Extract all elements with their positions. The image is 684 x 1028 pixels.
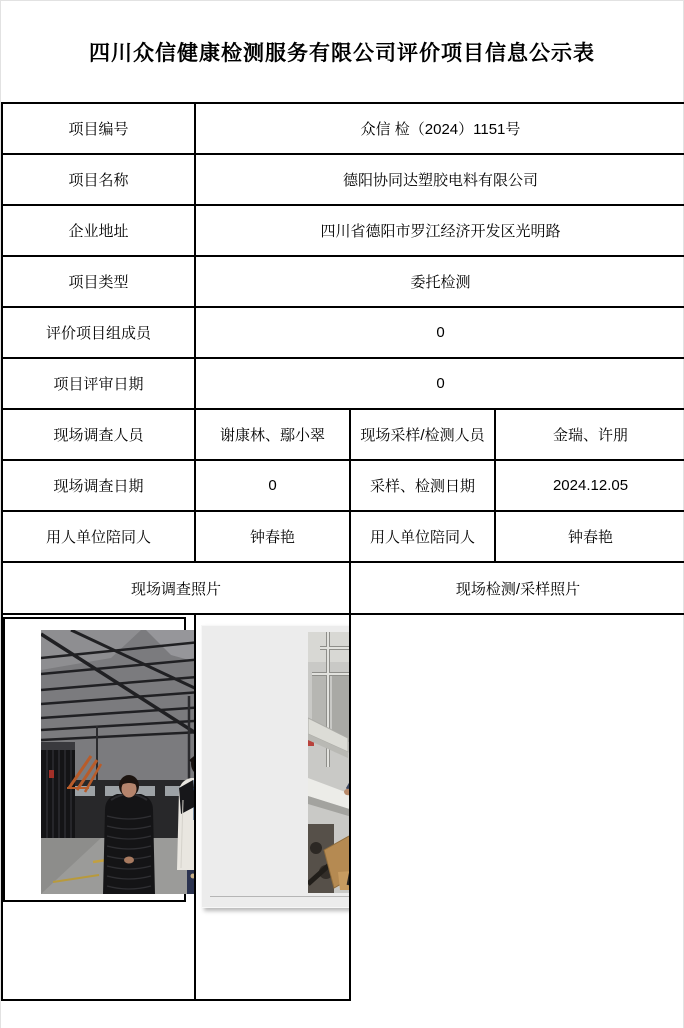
photo-cell-left xyxy=(2,614,195,1000)
project-info-table xyxy=(1,102,684,1001)
photo-cell-right xyxy=(195,614,350,1000)
table-row xyxy=(2,358,684,409)
photo-row xyxy=(2,614,684,1000)
field-value-cell: 四川省德阳市罗江经济开发区光明路 xyxy=(195,205,684,256)
table-row xyxy=(2,460,684,511)
table-row xyxy=(2,307,684,358)
field-label-cell: 现场调查人员 xyxy=(2,409,195,460)
table-row xyxy=(2,409,684,460)
field-value-cell: 金瑞、许朋 xyxy=(495,409,684,460)
field-value-cell: 谢康林、鄢小翠 xyxy=(195,409,350,460)
table-row xyxy=(2,103,684,154)
field-value-cell: 德阳协同达塑胶电料有限公司 xyxy=(195,154,684,205)
field-value-cell: 钟春艳 xyxy=(195,511,350,562)
field-value-cell: 0 xyxy=(195,358,684,409)
photo-header-right: 现场检测/采样照片 xyxy=(350,562,684,614)
field-label-cell: 现场采样/检测人员 xyxy=(350,409,495,460)
field-value-cell: 众信 检（2024）1151号 xyxy=(195,103,684,154)
photo-card xyxy=(201,625,350,908)
field-value-cell: 0 xyxy=(195,307,684,358)
field-value-cell: 0 xyxy=(195,460,350,511)
field-label-cell: 现场调查日期 xyxy=(2,460,195,511)
table-row xyxy=(2,154,684,205)
field-label-cell: 项目类型 xyxy=(2,256,195,307)
table-row xyxy=(2,205,684,256)
table-row xyxy=(2,256,684,307)
sampling-photo xyxy=(308,632,351,893)
field-label-cell: 项目编号 xyxy=(2,103,195,154)
photo-header-left: 现场调查照片 xyxy=(2,562,350,614)
site-survey-photo xyxy=(41,630,195,894)
photo-header-row xyxy=(2,562,684,614)
field-label-cell: 企业地址 xyxy=(2,205,195,256)
field-value-cell: 委托检测 xyxy=(195,256,684,307)
page-title: 四川众信健康检测服务有限公司评价项目信息公示表 xyxy=(89,41,595,65)
container-stack xyxy=(41,742,75,848)
table-row xyxy=(2,511,684,562)
field-value-cell: 钟春艳 xyxy=(495,511,684,562)
field-label-cell: 用人单位陪同人 xyxy=(2,511,195,562)
field-label-cell: 项目名称 xyxy=(2,154,195,205)
field-value-cell: 2024.12.05 xyxy=(495,460,684,511)
photo-frame xyxy=(3,617,186,902)
field-label-cell: 评价项目组成员 xyxy=(2,307,195,358)
field-label-cell: 采样、检测日期 xyxy=(350,460,495,511)
field-label-cell: 项目评审日期 xyxy=(2,358,195,409)
field-label-cell: 用人单位陪同人 xyxy=(350,511,495,562)
